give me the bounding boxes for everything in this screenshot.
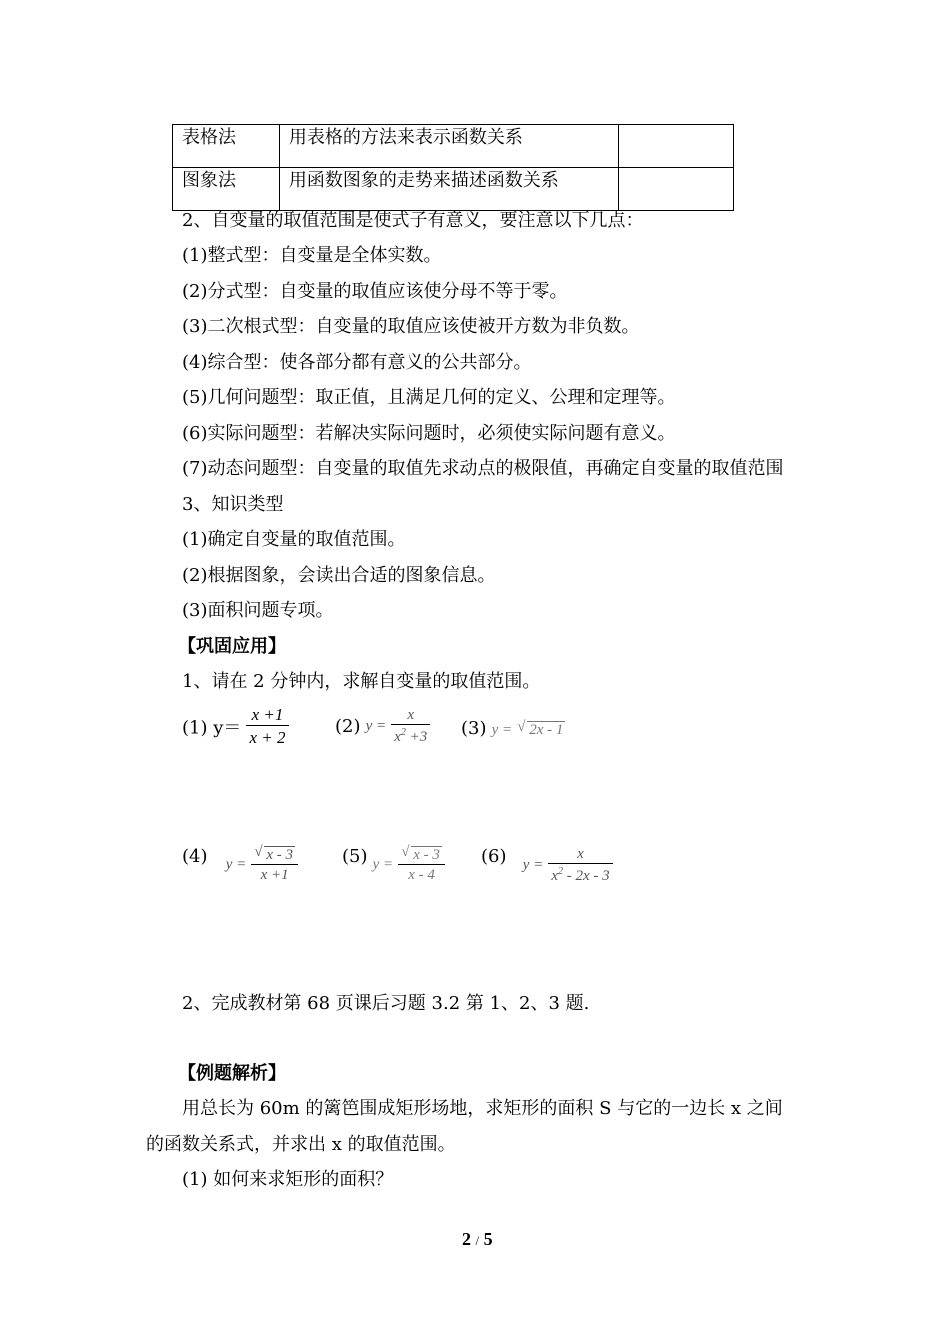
numerator: x <box>577 846 584 862</box>
method-cell: 表格法 <box>173 125 280 168</box>
formula-2 <box>335 707 430 746</box>
method-cell: 图象法 <box>173 168 280 211</box>
list-item: (1)确定自变量的取值范围。 <box>182 529 406 550</box>
formula-1 <box>182 705 289 748</box>
radicand: x - 3 <box>266 847 293 863</box>
page-number <box>462 1229 493 1250</box>
sqrt <box>401 846 442 864</box>
formula-6 <box>481 846 613 885</box>
formula-3 <box>461 718 565 739</box>
list-item: (2)根据图象，会读出合适的图象信息。 <box>182 565 496 586</box>
sqrt <box>517 721 565 739</box>
radicand: 2x - 1 <box>529 722 564 738</box>
formula-label: (2) <box>335 716 361 737</box>
list-item: (1)整式型：自变量是全体实数。 <box>182 245 442 266</box>
formula-label: (1) y＝ <box>182 717 242 739</box>
denominator: x + 2 <box>246 725 288 748</box>
total-pages: 5 <box>483 1229 493 1249</box>
den-base: x <box>551 868 558 884</box>
current-page: 2 <box>462 1229 471 1249</box>
formula-label: (4) <box>182 846 208 867</box>
list-item: (6)实际问题型：若解决实际问题时，必须使实际问题有意义。 <box>182 423 676 444</box>
section2-heading: 2、自变量的取值范围是使式子有意义，要注意以下几点： <box>182 210 644 231</box>
formula-5 <box>342 846 445 884</box>
list-item: (3)二次根式型：自变量的取值应该使被开方数为非负数。 <box>182 316 640 337</box>
den-exponent: 2 <box>400 727 406 738</box>
formula-lhs: y = <box>365 718 387 734</box>
formula-lhs: y = <box>372 856 394 873</box>
denominator <box>548 863 612 885</box>
list-item: (3)面积问题专项。 <box>182 600 334 621</box>
radical-icon: √ <box>254 844 263 860</box>
radical-icon: √ <box>401 844 410 860</box>
formula-4 <box>182 846 298 884</box>
list-item: (7)动态问题型：自变量的取值先求动点的极限值，再确定自变量的取值范围 <box>182 458 784 479</box>
page-separator: / <box>475 1233 480 1248</box>
formula-label: (6) <box>481 846 507 867</box>
desc-cell: 用函数图象的走势来描述函数关系 <box>279 168 618 211</box>
den-rest: +3 <box>405 729 428 745</box>
question-2: 2、完成教材第 68 页课后习题 3.2 第 1、2、3 题. <box>182 993 590 1014</box>
formula-lhs: y = <box>522 857 544 873</box>
note-cell <box>619 125 734 168</box>
example-question-1: (1) 如何来求矩形的面积？ <box>182 1169 394 1190</box>
sqrt <box>254 846 295 864</box>
example-line-2: 的函数关系式，并求出 x 的取值范围。 <box>146 1134 456 1155</box>
den-rest: - 2x - 3 <box>562 868 610 884</box>
fraction <box>251 846 298 884</box>
fraction <box>398 846 445 884</box>
numerator <box>398 846 445 864</box>
denominator <box>391 724 430 746</box>
desc-cell: 用表格的方法来表示函数关系 <box>279 125 618 168</box>
question-1: 1、请在 2 分钟内，求解自变量的取值范围。 <box>182 671 541 692</box>
numerator: x <box>407 707 415 723</box>
denominator: x - 4 <box>398 864 445 884</box>
den-base: x <box>394 729 401 745</box>
consolidate-title: 【巩固应用】 <box>178 636 286 657</box>
note-cell <box>619 168 734 211</box>
fraction <box>548 846 612 885</box>
table-row <box>173 168 734 211</box>
formula-lhs: y = <box>491 722 513 738</box>
den-exponent: 2 <box>557 866 563 877</box>
fraction <box>246 705 288 748</box>
methods-table <box>172 124 734 211</box>
radicand: x - 3 <box>413 847 440 863</box>
denominator: x +1 <box>251 864 298 884</box>
table-row <box>173 125 734 168</box>
numerator: x +1 <box>251 705 284 724</box>
formula-label: (5) <box>342 846 368 867</box>
section3-heading: 3、知识类型 <box>182 494 284 515</box>
radical-icon: √ <box>517 719 526 735</box>
list-item: (5)几何问题型：取正值，且满足几何的定义、公理和定理等。 <box>182 387 676 408</box>
example-title: 【例题解析】 <box>178 1063 286 1084</box>
example-line-1: 用总长为 60m 的篱笆围成矩形场地，求矩形的面积 S 与它的一边长 x 之间 <box>182 1098 783 1119</box>
formula-lhs: y = <box>225 856 247 873</box>
fraction <box>391 707 430 746</box>
formula-label: (3) <box>461 718 487 739</box>
list-item: (2)分式型：自变量的取值应该使分母不等于零。 <box>182 281 568 302</box>
numerator <box>251 846 298 864</box>
list-item: (4)综合型：使各部分都有意义的公共部分。 <box>182 352 532 373</box>
